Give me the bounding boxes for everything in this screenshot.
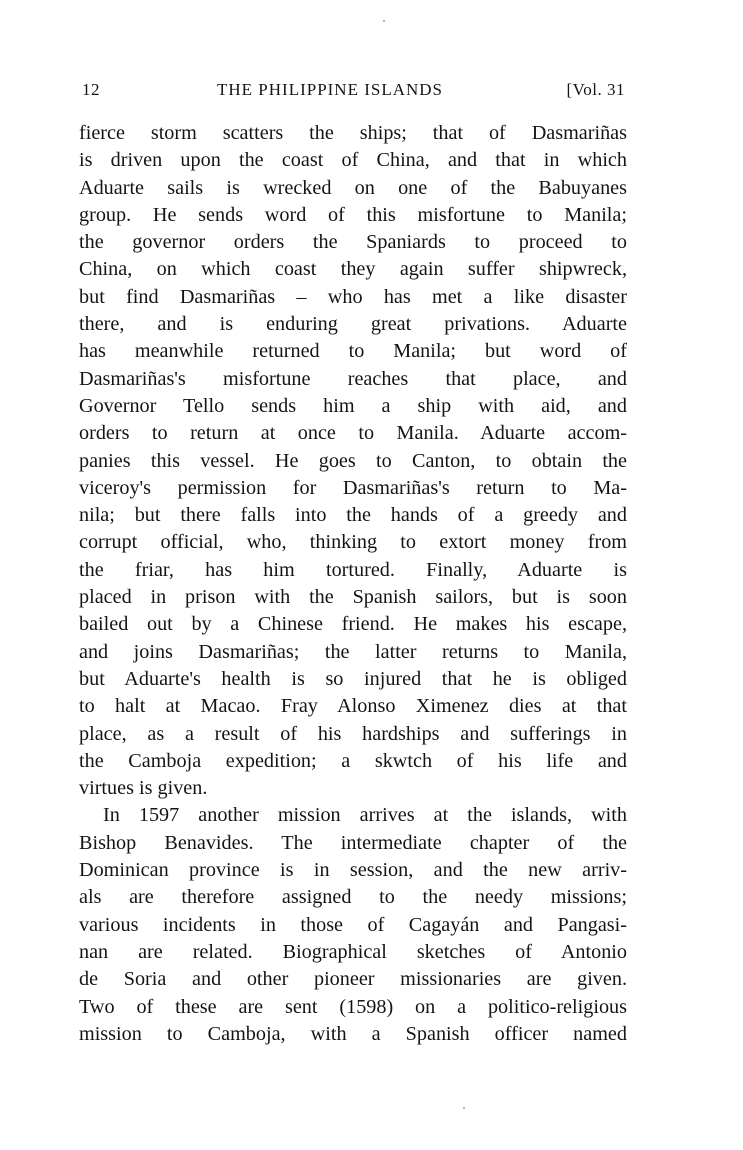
- text-line: nan are related. Biographical sketches of Antonio: [79, 940, 627, 963]
- text-line: China, on which coast they again suffer shipwreck,: [79, 258, 627, 281]
- text-line: bailed out by a Chinese friend. He makes his escape,: [79, 613, 627, 636]
- page-number: 12: [82, 80, 100, 99]
- text-line: placed in prison with the Spanish sailors, but is soon: [79, 586, 627, 609]
- text-line: but find Dasmariñas – who has met a like disaster: [79, 285, 627, 308]
- text-line: orders to return at once to Manila. Aduarte accom-: [79, 422, 627, 445]
- text-line: corrupt official, who, thinking to extort money from: [79, 531, 627, 554]
- paragraph-1: [79, 120, 627, 802]
- text-line: virtues is given.: [79, 777, 208, 800]
- text-line: de Soria and other pioneer missionaries are given.: [79, 968, 627, 991]
- running-title: THE PHILIPPINE ISLANDS: [217, 80, 443, 99]
- text-line: the Camboja expedition; a skwtch of his life and: [79, 749, 627, 772]
- text-line: is driven upon the coast of China, and that in which: [79, 149, 627, 172]
- paragraph-2: [79, 802, 627, 1048]
- text-line: group. He sends word of this misfortune to Manila;: [79, 203, 627, 226]
- text-line: In 1597 another mission arrives at the islands, with: [103, 804, 627, 827]
- text-line: nila; but there falls into the hands of a greedy and: [79, 504, 627, 527]
- body-text: [79, 120, 627, 1048]
- text-line: viceroy's permission for Dasmariñas's return to Ma-: [79, 476, 627, 499]
- text-line: fierce storm scatters the ships; that of Dasmariñas: [79, 122, 627, 144]
- volume-label: [Vol. 31: [566, 80, 625, 99]
- text-line: Dasmariñas's misfortune reaches that place, and: [79, 367, 627, 390]
- text-line: Bishop Benavides. The intermediate chapter of the: [79, 831, 627, 854]
- text-line: als are therefore assigned to the needy missions;: [79, 886, 627, 909]
- text-line: place, as a result of his hardships and sufferings in: [79, 722, 627, 745]
- text-line: Two of these are sent (1598) on a politico-religious: [79, 995, 627, 1018]
- paper-speck: [463, 1107, 465, 1109]
- running-header: [80, 80, 625, 108]
- text-line: the governor orders the Spaniards to proceed to: [79, 231, 627, 254]
- text-line: but Aduarte's health is so injured that he is obliged: [79, 667, 627, 690]
- text-line: the friar, has him tortured. Finally, Aduarte is: [79, 558, 627, 581]
- paper-speck: [383, 20, 385, 22]
- text-line: Governor Tello sends him a ship with aid, and: [79, 394, 627, 417]
- text-line: and joins Dasmariñas; the latter returns to Manila,: [79, 640, 627, 663]
- text-line: to halt at Macao. Fray Alonso Ximenez dies at that: [79, 695, 627, 718]
- text-line: panies this vessel. He goes to Canton, to obtain the: [79, 449, 627, 472]
- text-line: has meanwhile returned to Manila; but word of: [79, 340, 627, 363]
- text-line: Aduarte sails is wrecked on one of the Babuyanes: [79, 176, 627, 199]
- text-line: various incidents in those of Cagayán and Pangasi-: [79, 913, 627, 936]
- text-line: there, and is enduring great privations. Aduarte: [79, 313, 627, 336]
- text-line: mission to Camboja, with a Spanish officer named: [79, 1022, 627, 1045]
- text-line: Dominican province is in session, and the new arriv-: [79, 859, 627, 882]
